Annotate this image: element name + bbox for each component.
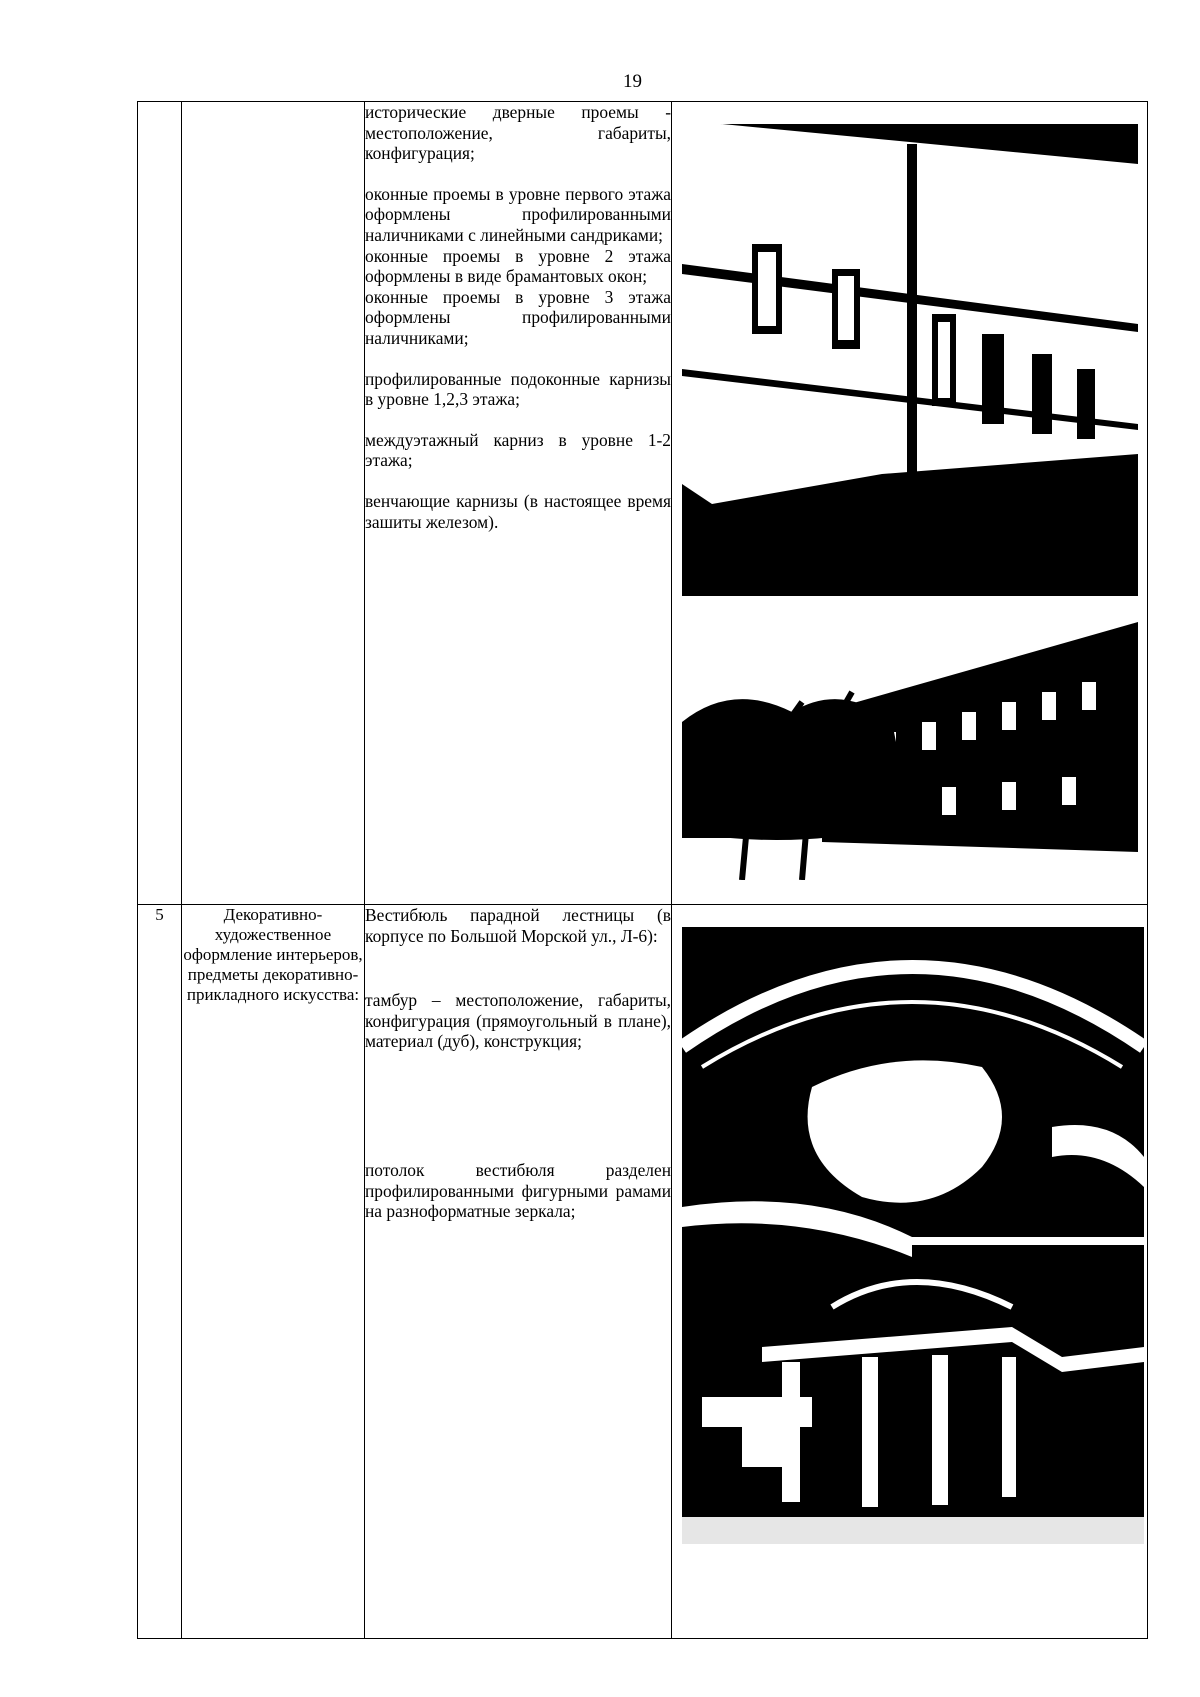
row-category: Декоративно-художественное оформление интерьеров, предметы декоративно-прикладного искусства:	[182, 905, 365, 1639]
description-paragraph: потолок вестибюля разделен профилированными фигурными рамами на разноформатные зеркала;	[365, 1159, 671, 1222]
row-number	[138, 102, 182, 905]
vestibule-interior-photo	[682, 927, 1144, 1544]
row-number: 5	[138, 905, 182, 1639]
row-category	[182, 102, 365, 905]
table-row	[138, 102, 1148, 905]
description-paragraph: тамбур – местоположение, габариты, конфигурация (прямоугольный в плане), материал (дуб), конструкция;	[365, 990, 671, 1052]
courtyard-photo	[682, 622, 1138, 880]
row-description	[365, 905, 672, 1639]
row-description	[365, 102, 672, 905]
photo-cell	[672, 102, 1148, 905]
description-paragraph: профилированные подоконные карнизы в уровне 1,2,3 этажа;	[365, 368, 671, 410]
description-paragraph: венчающие карнизы (в настоящее время зашиты железом).	[365, 490, 671, 532]
photo-cell	[672, 905, 1148, 1639]
description-paragraph: оконные проемы в уровне 3 этажа оформлены профилированными наличниками;	[365, 286, 671, 348]
facade-photo	[682, 124, 1138, 596]
description-paragraph: междуэтажный карниз в уровне 1-2 этажа;	[365, 429, 671, 471]
monument-elements-table	[137, 101, 1148, 1639]
description-paragraph: оконные проемы в уровне 2 этажа оформлены в виде брамантовых окон;	[365, 245, 671, 287]
table-row	[138, 905, 1148, 1639]
description-paragraph: исторические дверные проемы - местоположение, габариты, конфигурация;	[365, 102, 671, 164]
description-paragraph: Вестибюль парадной лестницы (в корпусе по Большой Морской ул., Л-6):	[365, 905, 671, 946]
page-number: 19	[623, 71, 642, 92]
description-paragraph: оконные проемы в уровне первого этажа оформлены профилированными наличниками с линейными сандриками;	[365, 183, 671, 245]
